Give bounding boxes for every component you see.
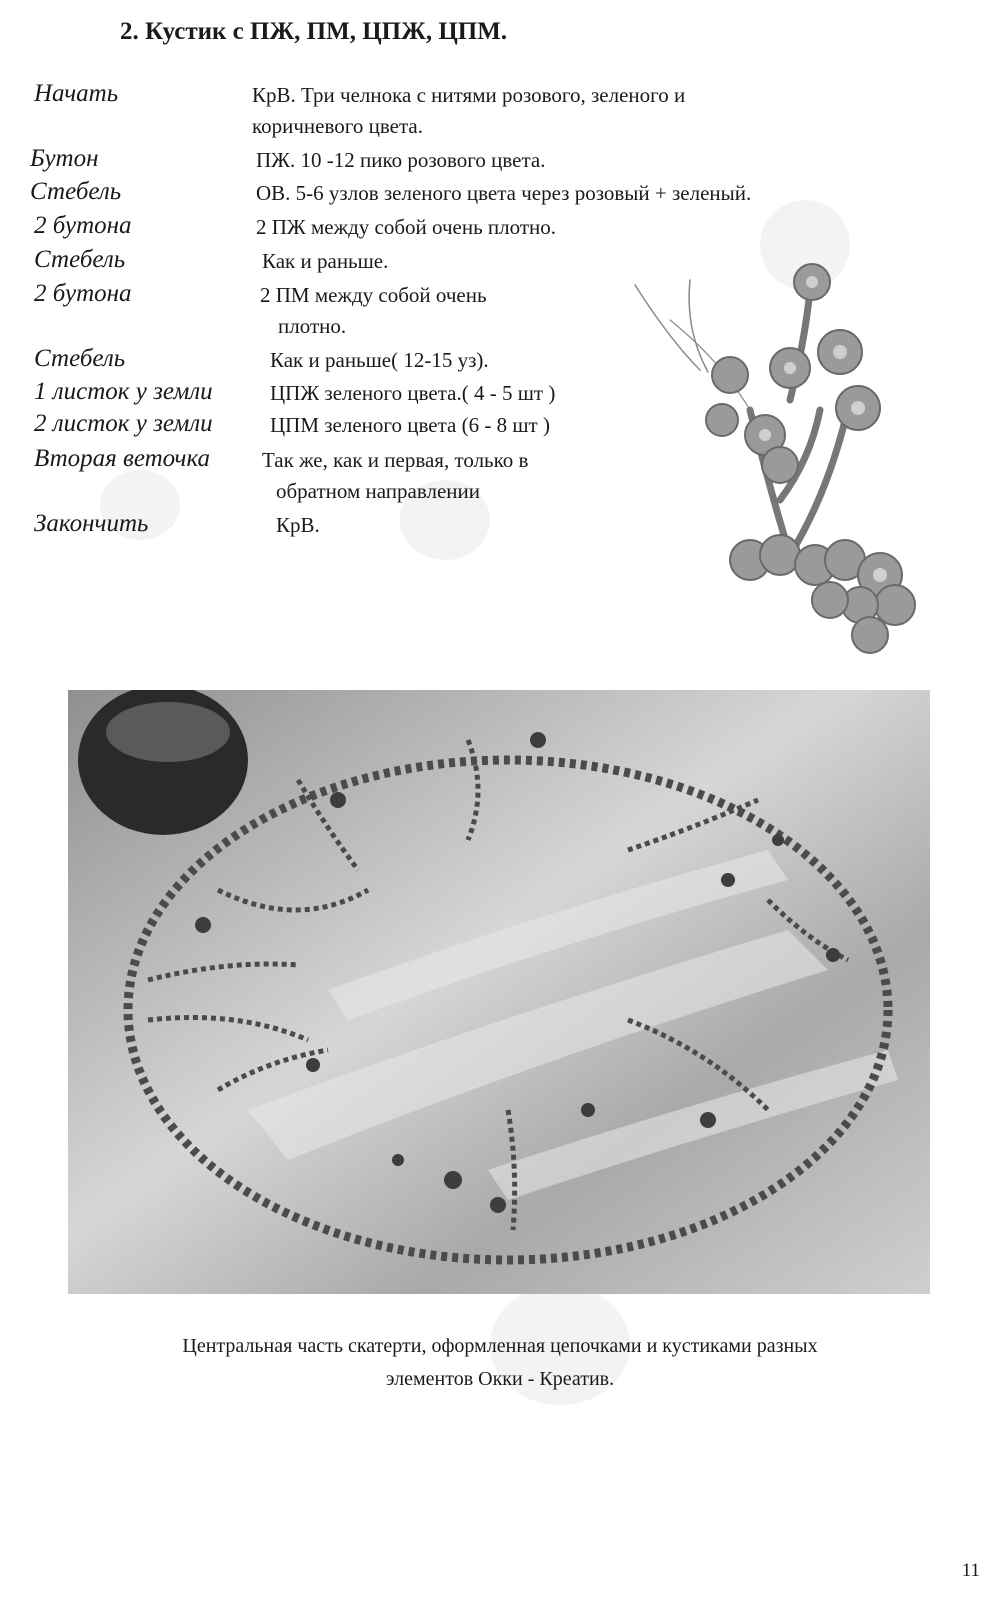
tablecloth-photo <box>68 690 930 1294</box>
step-label: 1 листок у земли <box>34 378 213 405</box>
step-instruction: коричневого цвета. <box>252 114 423 138</box>
section-title: 2. Кустик с ПЖ, ПМ, ЦПЖ, ЦПМ. <box>120 18 508 45</box>
step-label: Стебель <box>34 345 126 372</box>
photo-caption <box>80 1330 920 1396</box>
step-label: 2 листок у земли <box>34 410 213 437</box>
step-label: Бутон <box>30 145 99 172</box>
step-label: Стебель <box>30 178 122 205</box>
step-instruction: 2 ПМ между собой очень <box>260 283 487 307</box>
step-instruction: ОВ. 5-6 узлов зеленого цвета через розовый + зеленый. <box>256 181 752 205</box>
step-label: 2 бутона <box>34 212 132 239</box>
step-instruction: КрВ. Три челнока с нитями розового, зеленого и <box>252 83 686 107</box>
caption-line: элементов Окки - Креатив. <box>385 1368 615 1390</box>
step-instruction: Как и раньше. <box>262 249 389 273</box>
step-instruction: Как и раньше( 12-15 уз). <box>270 348 489 372</box>
step-label: 2 бутона <box>34 280 132 307</box>
step-label: Закончить <box>34 510 149 537</box>
page-number: 11 <box>961 1560 980 1581</box>
step-instruction: 2 ПЖ между собой очень плотно. <box>256 215 557 239</box>
step-instruction: плотно. <box>278 314 347 338</box>
caption-line: Центральная часть скатерти, оформленная цепочками и кустиками разных <box>182 1335 818 1357</box>
step-instruction: ЦПМ зеленого цвета (6 - 8 шт ) <box>270 413 550 437</box>
step-instruction: ПЖ. 10 -12 пико розового цвета. <box>256 148 546 172</box>
step-instruction: ЦПЖ зеленого цвета.( 4 - 5 шт ) <box>270 381 556 405</box>
step-label: Вторая веточка <box>34 445 211 472</box>
step-label: Стебель <box>34 246 126 273</box>
step-instruction: КрВ. <box>276 513 320 537</box>
step-instruction: Так же, как и первая, только в <box>262 448 529 472</box>
step-instruction: обратном направлении <box>276 479 481 503</box>
step-label: Начать <box>34 80 119 107</box>
sprig-illustration <box>630 260 920 660</box>
